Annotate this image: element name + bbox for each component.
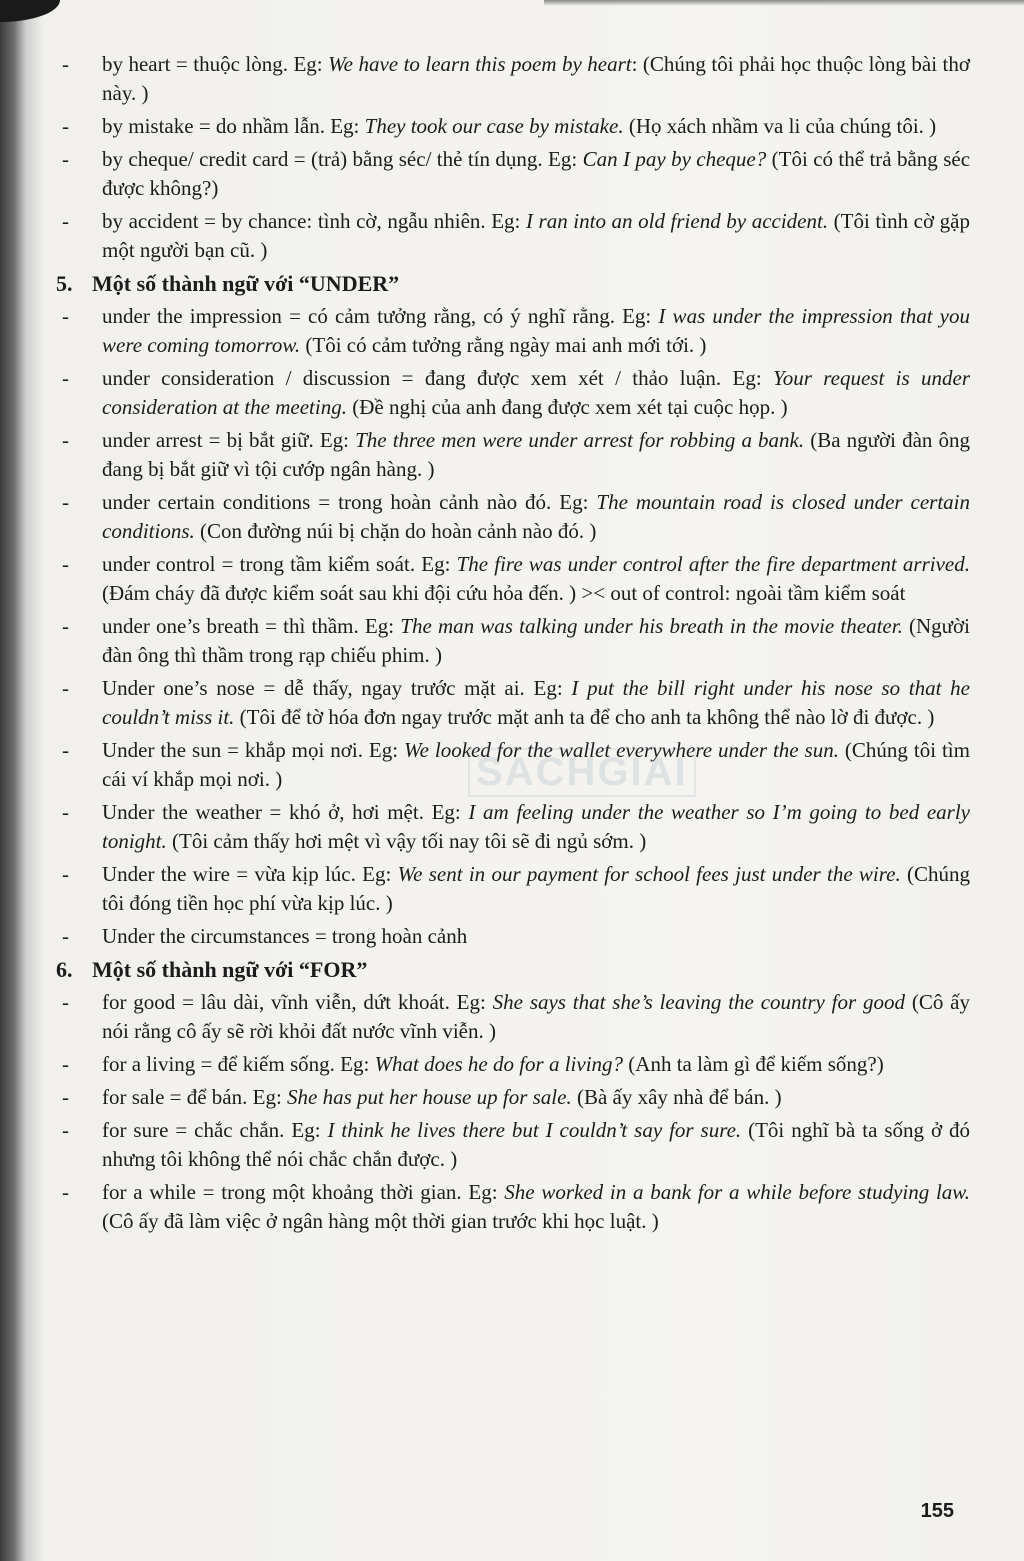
- example-translation: : (Chúng tôi phải học thuộc lòng bài thơ này. ): [102, 52, 970, 105]
- page-number: 155: [920, 1500, 954, 1522]
- idiom-definition: for sale = để bán. Eg:: [102, 1085, 288, 1109]
- bullet-dash: -: [62, 990, 69, 1014]
- example-sentence: I put the bill right under his nose so that he couldn’t miss it.: [102, 676, 970, 729]
- example-sentence: They took our case by mistake.: [364, 114, 624, 138]
- idiom-item: [48, 145, 970, 203]
- idiom-list-by: [48, 50, 970, 265]
- example-translation: (Tôi cảm thấy hơi mệt vì vậy tối nay tôi sẽ đi ngủ sớm. ): [166, 829, 647, 853]
- idiom-item: [48, 1083, 970, 1112]
- idiom-item: [48, 50, 970, 108]
- bullet-dash: -: [62, 676, 69, 700]
- idiom-definition: under the impression = có cảm tưởng rằng, có ý nghĩ rằng. Eg:: [102, 304, 659, 328]
- page-content: [48, 50, 970, 1240]
- idiom-definition: under one’s breath = thì thầm. Eg:: [102, 614, 401, 638]
- bullet-dash: -: [62, 924, 69, 948]
- example-sentence: Your request is under consideration at the meeting.: [102, 366, 970, 419]
- bullet-dash: -: [62, 1180, 69, 1204]
- section-heading-for: [56, 955, 970, 984]
- example-translation: (Đề nghị của anh đang được xem xét tại cuộc họp. ): [346, 395, 788, 419]
- idiom-item: [48, 860, 970, 918]
- example-translation: (Chúng tôi tìm cái ví khắp mọi nơi. ): [102, 738, 970, 791]
- bullet-dash: -: [62, 1052, 69, 1076]
- bullet-dash: -: [62, 738, 69, 762]
- idiom-definition: under consideration / discussion = đang được xem xét / thảo luận. Eg:: [102, 366, 774, 390]
- idiom-definition: for a living = để kiếm sống. Eg:: [102, 1052, 375, 1076]
- idiom-definition: by mistake = do nhầm lẫn. Eg:: [102, 114, 365, 138]
- bullet-dash: -: [62, 490, 69, 514]
- example-sentence: The fire was under control after the fire department arrived.: [456, 552, 970, 576]
- example-sentence: The man was talking under his breath in the movie theater.: [400, 614, 903, 638]
- section-number: 6.: [56, 957, 73, 982]
- idiom-definition: Under the wire = vừa kịp lúc. Eg:: [102, 862, 398, 886]
- idiom-item: [48, 1050, 970, 1079]
- idiom-item: [48, 426, 970, 484]
- section-title: Một số thành ngữ với “UNDER”: [92, 271, 400, 296]
- section-number: 5.: [56, 271, 73, 296]
- idiom-item: [48, 550, 970, 608]
- idiom-item: [48, 612, 970, 670]
- bullet-dash: -: [62, 114, 69, 138]
- example-translation: (Đám cháy đã được kiểm soát sau khi đội cứu hỏa đến. ) >< out of control: ngoài tầm kiểm soát: [102, 581, 906, 605]
- idiom-list-under: [48, 302, 970, 951]
- example-sentence: I am feeling under the weather so I’m going to bed early tonight.: [102, 800, 970, 853]
- idiom-definition: by accident = by chance: tình cờ, ngẫu nhiên. Eg:: [102, 209, 526, 233]
- idiom-definition: Under one’s nose = dễ thấy, ngay trước mặt ai. Eg:: [102, 676, 572, 700]
- watermark-logo: SACHGIAI: [468, 748, 696, 797]
- idiom-item: [48, 798, 970, 856]
- section-title: Một số thành ngữ với “FOR”: [92, 957, 368, 982]
- idiom-item: [48, 674, 970, 732]
- idiom-item: [48, 302, 970, 360]
- idiom-item: [48, 988, 970, 1046]
- example-sentence: I think he lives there but I couldn’t say for sure.: [327, 1118, 742, 1142]
- example-translation: (Cô ấy đã làm việc ở ngân hàng một thời gian trước khi học luật. ): [102, 1209, 659, 1233]
- idiom-item: [48, 112, 970, 141]
- idiom-definition: under control = trong tầm kiểm soát. Eg:: [102, 552, 457, 576]
- bullet-dash: -: [62, 614, 69, 638]
- idiom-definition: Under the sun = khắp mọi nơi. Eg:: [102, 738, 405, 762]
- example-translation: (Tôi có thể trả bằng séc được không?): [102, 147, 971, 200]
- example-translation: (Ba người đàn ông đang bị bắt giữ vì tội cướp ngân hàng. ): [102, 428, 970, 481]
- example-sentence: The three men were under arrest for robbing a bank.: [355, 428, 805, 452]
- idiom-list-for: [48, 988, 970, 1236]
- example-sentence: We sent in our payment for school fees just under the wire.: [397, 862, 901, 886]
- idiom-definition: by heart = thuộc lòng. Eg:: [102, 52, 329, 76]
- section-heading-under: [56, 269, 970, 298]
- bullet-dash: -: [62, 147, 69, 171]
- idiom-item: [48, 488, 970, 546]
- bullet-dash: -: [62, 428, 69, 452]
- example-sentence: She says that she’s leaving the country for good: [492, 990, 906, 1014]
- example-translation: (Cô ấy nói rằng cô ấy sẽ rời khỏi đất nước vĩnh viễn. ): [102, 990, 970, 1043]
- example-sentence: She has put her house up for sale.: [287, 1085, 572, 1109]
- bullet-dash: -: [62, 209, 69, 233]
- idiom-definition: Under the circumstances = trong hoàn cảnh: [102, 924, 468, 948]
- example-translation: (Tôi tình cờ gặp một người bạn cũ. ): [102, 209, 970, 262]
- bullet-dash: -: [62, 1118, 69, 1142]
- example-sentence: Can I pay by cheque?: [582, 147, 767, 171]
- example-translation: (Tôi để tờ hóa đơn ngay trước mặt anh ta để cho anh ta không thể nào lờ đi được. ): [234, 705, 935, 729]
- idiom-definition: under certain conditions = trong hoàn cảnh nào đó. Eg:: [102, 490, 597, 514]
- bullet-dash: -: [62, 1085, 69, 1109]
- example-translation: (Chúng tôi đóng tiền học phí vừa kịp lúc. ): [102, 862, 970, 915]
- idiom-definition: for good = lâu dài, vĩnh viễn, dứt khoát. Eg:: [102, 990, 493, 1014]
- bullet-dash: -: [62, 800, 69, 824]
- bullet-dash: -: [62, 366, 69, 390]
- example-translation: (Bà ấy xây nhà để bán. ): [571, 1085, 782, 1109]
- example-sentence: The mountain road is closed under certain conditions.: [102, 490, 970, 543]
- example-sentence: We looked for the wallet everywhere under the sun.: [404, 738, 839, 762]
- idiom-definition: by cheque/ credit card = (trả) bằng séc/ thẻ tín dụng. Eg:: [102, 147, 583, 171]
- example-translation: (Con đường núi bị chặn do hoàn cảnh nào đó. ): [194, 519, 597, 543]
- bullet-dash: -: [62, 862, 69, 886]
- idiom-item: [48, 364, 970, 422]
- idiom-item: [48, 1116, 970, 1174]
- example-translation: (Tôi nghĩ bà ta sống ở đó nhưng tôi không thể nói chắc chắn được. ): [102, 1118, 970, 1171]
- idiom-definition: under arrest = bị bắt giữ. Eg:: [102, 428, 356, 452]
- idiom-definition: Under the weather = khó ở, hơi mệt. Eg:: [102, 800, 469, 824]
- example-translation: (Họ xách nhầm va li của chúng tôi. ): [623, 114, 937, 138]
- example-translation: (Anh ta làm gì để kiếm sống?): [623, 1052, 884, 1076]
- idiom-item: [48, 922, 970, 951]
- example-translation: (Tôi có cảm tưởng rằng ngày mai anh mới tới. ): [300, 333, 707, 357]
- bullet-dash: -: [62, 304, 69, 328]
- example-translation: (Người đàn ông thì thầm trong rạp chiếu phim. ): [102, 614, 970, 667]
- idiom-item: [48, 207, 970, 265]
- example-sentence: We have to learn this poem by heart: [328, 52, 632, 76]
- idiom-definition: for a while = trong một khoảng thời gian. Eg:: [102, 1180, 505, 1204]
- example-sentence: What does he do for a living?: [374, 1052, 624, 1076]
- example-sentence: She worked in a bank for a while before studying law.: [504, 1180, 970, 1204]
- idiom-item: [48, 1178, 970, 1236]
- bullet-dash: -: [62, 552, 69, 576]
- bullet-dash: -: [62, 52, 69, 76]
- example-sentence: I ran into an old friend by accident.: [525, 209, 829, 233]
- example-sentence: I was under the impression that you were coming tomorrow.: [102, 304, 970, 357]
- idiom-definition: for sure = chắc chắn. Eg:: [102, 1118, 328, 1142]
